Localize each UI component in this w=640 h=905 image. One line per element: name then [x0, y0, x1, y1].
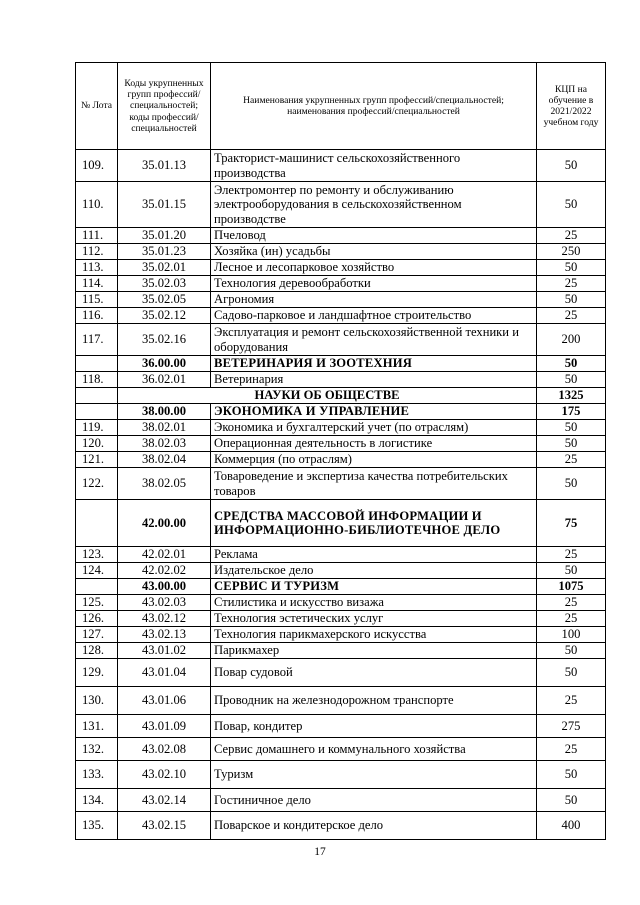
profession-code: 35.01.20 [118, 228, 211, 244]
table-row [76, 715, 606, 738]
lot-number-empty [76, 356, 118, 372]
group-row [76, 500, 606, 547]
profession-code: 35.02.05 [118, 292, 211, 308]
profession-code: 38.02.05 [118, 468, 211, 500]
kcp-value: 50 [537, 789, 606, 812]
table-row [76, 228, 606, 244]
section-kcp: 1325 [537, 388, 606, 404]
kcp-value: 50 [537, 260, 606, 276]
profession-name: Операционная деятельность в логистике [211, 436, 537, 452]
table-row [76, 563, 606, 579]
table-row [76, 627, 606, 643]
header-kcp: КЦП на обучение в 2021/2022 учебном году [537, 63, 606, 150]
profession-code: 43.02.13 [118, 627, 211, 643]
table-row [76, 420, 606, 436]
profession-name: Экономика и бухгалтерский учет (по отраслям) [211, 420, 537, 436]
table-row [76, 452, 606, 468]
kcp-value: 50 [537, 436, 606, 452]
profession-name: Технология парикмахерского искусства [211, 627, 537, 643]
kcp-value: 250 [537, 244, 606, 260]
kcp-value: 25 [537, 738, 606, 761]
lot-number-empty [76, 388, 118, 404]
lot-number: 110. [76, 182, 118, 228]
lot-number: 126. [76, 611, 118, 627]
lot-number: 134. [76, 789, 118, 812]
page-number: 17 [314, 846, 326, 858]
profession-name: Товароведение и экспертиза качества потребительских товаров [211, 468, 537, 500]
group-name: СЕРВИС И ТУРИЗМ [211, 579, 537, 595]
profession-code: 38.02.01 [118, 420, 211, 436]
kcp-value: 25 [537, 308, 606, 324]
group-code: 38.00.00 [118, 404, 211, 420]
group-row [76, 356, 606, 372]
group-code: 43.00.00 [118, 579, 211, 595]
lot-number: 114. [76, 276, 118, 292]
table-header-row [76, 63, 606, 150]
kcp-value: 50 [537, 761, 606, 789]
profession-name: Хозяйка (ин) усадьбы [211, 244, 537, 260]
group-kcp: 50 [537, 356, 606, 372]
kcp-value: 50 [537, 182, 606, 228]
kcp-value: 50 [537, 643, 606, 659]
profession-code: 38.02.04 [118, 452, 211, 468]
kcp-value: 50 [537, 292, 606, 308]
lot-number: 120. [76, 436, 118, 452]
profession-name: Коммерция (по отраслям) [211, 452, 537, 468]
table-row [76, 244, 606, 260]
profession-name: Реклама [211, 547, 537, 563]
profession-code: 35.02.03 [118, 276, 211, 292]
header-codes: Коды укрупненных групп профессий/ специальностей; коды профессий/ специальностей [118, 63, 211, 150]
kcp-value: 25 [537, 611, 606, 627]
table-row [76, 595, 606, 611]
table-row [76, 468, 606, 500]
profession-name: Парикмахер [211, 643, 537, 659]
kcp-table [75, 62, 606, 840]
profession-code: 35.01.23 [118, 244, 211, 260]
kcp-value: 50 [537, 468, 606, 500]
lot-number: 116. [76, 308, 118, 324]
profession-name: Лесное и лесопарковое хозяйство [211, 260, 537, 276]
group-code: 36.00.00 [118, 356, 211, 372]
kcp-value: 50 [537, 563, 606, 579]
group-name: ЭКОНОМИКА И УПРАВЛЕНИЕ [211, 404, 537, 420]
profession-name: Проводник на железнодорожном транспорте [211, 687, 537, 715]
lot-number: 130. [76, 687, 118, 715]
profession-code: 43.01.09 [118, 715, 211, 738]
profession-name: Сервис домашнего и коммунального хозяйства [211, 738, 537, 761]
lot-number: 132. [76, 738, 118, 761]
header-names: Наименования укрупненных групп профессий/специальностей; наименования профессий/специальностей [211, 63, 537, 150]
group-row [76, 404, 606, 420]
profession-name: Издательское дело [211, 563, 537, 579]
profession-name: Повар, кондитер [211, 715, 537, 738]
table-row [76, 150, 606, 182]
table-row [76, 761, 606, 789]
kcp-value: 25 [537, 595, 606, 611]
document-page [75, 62, 605, 840]
table-row [76, 789, 606, 812]
table-row [76, 547, 606, 563]
profession-code: 43.02.03 [118, 595, 211, 611]
lot-number: 128. [76, 643, 118, 659]
kcp-value: 50 [537, 659, 606, 687]
lot-number: 129. [76, 659, 118, 687]
profession-code: 42.02.02 [118, 563, 211, 579]
group-kcp: 175 [537, 404, 606, 420]
profession-name: Повар судовой [211, 659, 537, 687]
profession-name: Эксплуатация и ремонт сельскохозяйственной техники и оборудования [211, 324, 537, 356]
profession-name: Садово-парковое и ландшафтное строительство [211, 308, 537, 324]
profession-name: Гостиничное дело [211, 789, 537, 812]
table-row [76, 611, 606, 627]
lot-number-empty [76, 500, 118, 547]
lot-number: 133. [76, 761, 118, 789]
table-row [76, 372, 606, 388]
kcp-value: 50 [537, 372, 606, 388]
lot-number: 131. [76, 715, 118, 738]
profession-code: 43.02.12 [118, 611, 211, 627]
group-name: ВЕТЕРИНАРИЯ И ЗООТЕХНИЯ [211, 356, 537, 372]
lot-number-empty [76, 404, 118, 420]
profession-name: Технология деревообработки [211, 276, 537, 292]
table-row [76, 260, 606, 276]
profession-name: Поварское и кондитерское дело [211, 812, 537, 840]
group-name: СРЕДСТВА МАССОВОЙ ИНФОРМАЦИИ И ИНФОРМАЦИОННО-БИБЛИОТЕЧНОЕ ДЕЛО [211, 500, 537, 547]
table-row [76, 182, 606, 228]
kcp-value: 25 [537, 687, 606, 715]
kcp-value: 200 [537, 324, 606, 356]
profession-code: 35.01.15 [118, 182, 211, 228]
header-lot-number: № Лота [76, 63, 118, 150]
kcp-value: 50 [537, 150, 606, 182]
table-row [76, 687, 606, 715]
profession-code: 38.02.03 [118, 436, 211, 452]
profession-code: 35.02.16 [118, 324, 211, 356]
lot-number: 125. [76, 595, 118, 611]
kcp-value: 50 [537, 420, 606, 436]
group-kcp: 1075 [537, 579, 606, 595]
lot-number: 119. [76, 420, 118, 436]
profession-name: Агрономия [211, 292, 537, 308]
profession-name: Туризм [211, 761, 537, 789]
group-code: 42.00.00 [118, 500, 211, 547]
lot-number: 111. [76, 228, 118, 244]
table-row [76, 308, 606, 324]
profession-code: 43.02.14 [118, 789, 211, 812]
lot-number: 109. [76, 150, 118, 182]
profession-code: 43.02.15 [118, 812, 211, 840]
lot-number: 135. [76, 812, 118, 840]
profession-code: 35.02.12 [118, 308, 211, 324]
group-row [76, 579, 606, 595]
profession-code: 43.01.04 [118, 659, 211, 687]
group-kcp: 75 [537, 500, 606, 547]
profession-code: 43.01.02 [118, 643, 211, 659]
lot-number: 118. [76, 372, 118, 388]
lot-number-empty [76, 579, 118, 595]
lot-number: 112. [76, 244, 118, 260]
table-row [76, 436, 606, 452]
profession-name: Тракторист-машинист сельскохозяйственного производства [211, 150, 537, 182]
profession-code: 43.02.08 [118, 738, 211, 761]
lot-number: 113. [76, 260, 118, 276]
lot-number: 127. [76, 627, 118, 643]
profession-name: Ветеринария [211, 372, 537, 388]
profession-code: 35.02.01 [118, 260, 211, 276]
profession-name: Пчеловод [211, 228, 537, 244]
profession-name: Стилистика и искусство визажа [211, 595, 537, 611]
table-row [76, 292, 606, 308]
section-name: НАУКИ ОБ ОБЩЕСТВЕ [118, 388, 537, 404]
kcp-value: 100 [537, 627, 606, 643]
table-row [76, 324, 606, 356]
profession-name: Технология эстетических услуг [211, 611, 537, 627]
lot-number: 121. [76, 452, 118, 468]
kcp-value: 25 [537, 547, 606, 563]
lot-number: 117. [76, 324, 118, 356]
profession-code: 35.01.13 [118, 150, 211, 182]
kcp-value: 25 [537, 276, 606, 292]
profession-code: 43.01.06 [118, 687, 211, 715]
table-row [76, 812, 606, 840]
table-row [76, 643, 606, 659]
kcp-value: 25 [537, 452, 606, 468]
lot-number: 115. [76, 292, 118, 308]
lot-number: 124. [76, 563, 118, 579]
profession-code: 36.02.01 [118, 372, 211, 388]
lot-number: 122. [76, 468, 118, 500]
kcp-value: 25 [537, 228, 606, 244]
table-row [76, 659, 606, 687]
kcp-value: 400 [537, 812, 606, 840]
kcp-value: 275 [537, 715, 606, 738]
lot-number: 123. [76, 547, 118, 563]
profession-name: Электромонтер по ремонту и обслуживанию электрооборудования в сельскохозяйственном производстве [211, 182, 537, 228]
profession-code: 42.02.01 [118, 547, 211, 563]
table-row [76, 276, 606, 292]
section-row [76, 388, 606, 404]
table-row [76, 738, 606, 761]
profession-code: 43.02.10 [118, 761, 211, 789]
